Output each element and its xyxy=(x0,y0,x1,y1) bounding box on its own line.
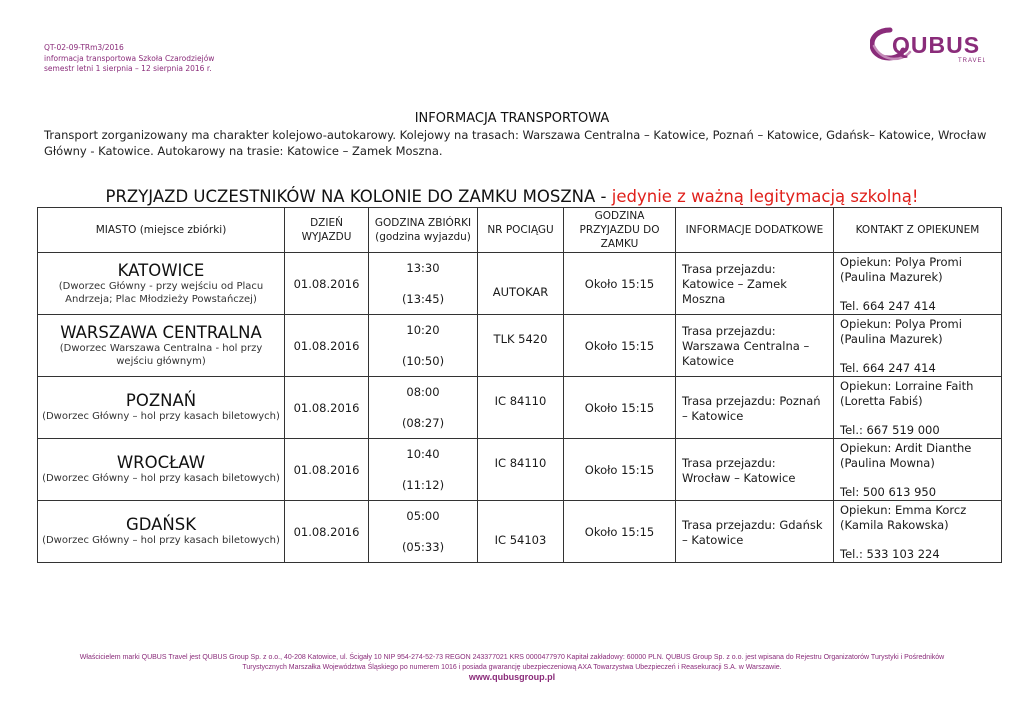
footer-line-2: Turystycznych Marszałka Województwa Śląskiego po numerem 1016 i posiada gwarancję ubezpieczeniową AXA Towarzystwa Ubezpieczeń i Reasekuracji S.A. w Warszawie. xyxy=(242,663,782,671)
cell-train: AUTOKAR xyxy=(478,253,564,315)
depart-time: (13:45) xyxy=(401,292,445,306)
city-name: WROCŁAW xyxy=(116,453,206,472)
qubus-logo xyxy=(870,24,985,64)
cell-train: IC 84110 xyxy=(478,377,564,439)
cell-date: 01.08.2016 xyxy=(285,315,369,377)
header-contact: KONTAKT Z OPIEKUNEM xyxy=(834,208,1002,253)
cell-date: 01.08.2016 xyxy=(285,439,369,501)
table-row xyxy=(38,439,1002,501)
cell-contact xyxy=(834,253,1002,315)
cell-date: 01.08.2016 xyxy=(285,253,369,315)
city-place: (Dworzec Główny – hol przy kasach biletowych) xyxy=(42,411,280,422)
cell-date: 01.08.2016 xyxy=(285,377,369,439)
cell-arrival: Około 15:15 xyxy=(564,501,676,563)
arrival-heading xyxy=(0,187,1024,206)
cell-arrival: Około 15:15 xyxy=(564,253,676,315)
footer-url-link[interactable]: www.qubusgroup.pl xyxy=(468,672,556,682)
cell-arrival: Około 15:15 xyxy=(564,315,676,377)
guardian-name: Opiekun: Ardit Dianthe xyxy=(840,441,972,455)
depart-time: (11:12) xyxy=(401,478,445,492)
guardian-phone: Tel: 500 613 950 xyxy=(840,485,937,499)
city-place: (Dworzec Warszawa Centralna - hol przy wejściu głównym) xyxy=(59,342,263,367)
guardian-alt: (Loretta Fabiś) xyxy=(840,394,923,408)
cell-hours xyxy=(369,377,478,439)
guardian-phone: Tel. 664 247 414 xyxy=(840,361,936,375)
cell-info: Trasa przejazdu: Wrocław – Katowice xyxy=(676,439,834,501)
gather-time: 13:30 xyxy=(406,261,440,275)
header-city: MIASTO (miejsce zbiórki) xyxy=(38,208,285,253)
logo-sub: TRAVEL xyxy=(958,58,985,64)
cell-city xyxy=(38,501,285,563)
cell-city xyxy=(38,253,285,315)
depart-time: (08:27) xyxy=(401,416,445,430)
transport-title: INFORMACJA TRANSPORTOWA xyxy=(414,111,610,126)
cell-contact xyxy=(834,439,1002,501)
arrival-heading-highlight: jedynie z ważną legitymacją szkolną! xyxy=(611,187,919,206)
cell-hours xyxy=(369,439,478,501)
header-hour: GODZINA ZBIÓRKI (godzina wyjazdu) xyxy=(369,208,478,253)
cell-arrival: Około 15:15 xyxy=(564,377,676,439)
footer-legal xyxy=(0,653,1024,672)
gather-time: 05:00 xyxy=(406,509,440,523)
cell-hours xyxy=(369,315,478,377)
header-arrival: GODZINA PRZYJAZDU DO ZAMKU xyxy=(564,208,676,253)
city-name: GDAŃSK xyxy=(125,515,197,534)
doc-subject: informacja transportowa Szkoła Czarodziejów xyxy=(44,53,215,63)
guardian-name: Opiekun: Polya Promi xyxy=(840,255,962,269)
city-place: (Dworzec Główny – hol przy kasach biletowych) xyxy=(42,473,280,484)
depart-time: (05:33) xyxy=(401,540,445,554)
cell-hours xyxy=(369,501,478,563)
guardian-phone: Tel. 664 247 414 xyxy=(840,299,936,313)
table-row xyxy=(38,315,1002,377)
gather-time: 10:40 xyxy=(406,447,440,461)
guardian-alt: (Paulina Mowna) xyxy=(840,456,935,470)
cell-city xyxy=(38,377,285,439)
cell-train: IC 84110 xyxy=(478,439,564,501)
gather-time: 08:00 xyxy=(406,385,440,399)
city-name: POZNAŃ xyxy=(125,391,197,410)
cell-info: Trasa przejazdu: Warszawa Centralna –Katowice xyxy=(676,315,834,377)
depart-time: (10:50) xyxy=(401,354,445,368)
cell-train: TLK 5420 xyxy=(478,315,564,377)
cell-contact xyxy=(834,315,1002,377)
footer-line-1: Właścicielem marki QUBUS Travel jest QUBUS Group Sp. z o.o., 40-208 Katowice, ul. Ścigały 10 NIP 954-274-52-73 REGON 243377021 KRS 0000477970 Kapitał zakładowy: 60000 PLN. QUBUS Group Sp. z o.o. jest wpisana do Rejestru Organizatorów Turystyki i Pośredników xyxy=(79,654,945,661)
doc-period: semestr letni 1 sierpnia – 12 sierpnia 2016 r. xyxy=(44,64,212,73)
header-day: DZIEŃ WYJAZDU xyxy=(285,208,369,253)
guardian-phone: Tel.: 667 519 000 xyxy=(840,423,940,437)
logo-text: QUBUS xyxy=(892,32,981,58)
doc-code: QT-02-09-TRm3/2016 xyxy=(44,43,124,52)
cell-contact xyxy=(834,501,1002,563)
table-row xyxy=(38,501,1002,563)
document-header-meta xyxy=(44,43,214,75)
city-place: (Dworzec Główny - przy wejściu od Placu Andrzeja; Plac Młodzieży Powstańczej) xyxy=(58,280,264,305)
city-name: WARSZAWA CENTRALNA xyxy=(60,322,262,342)
guardian-alt: (Paulina Mazurek) xyxy=(840,270,943,284)
arrival-heading-main: PRZYJAZD UCZESTNIKÓW NA KOLONIE DO ZAMKU MOSZNA - xyxy=(105,187,612,206)
city-name: KATOWICE xyxy=(117,260,205,280)
guardian-phone: Tel.: 533 103 224 xyxy=(840,547,940,561)
cell-city xyxy=(38,439,285,501)
guardian-name: Opiekun: Lorraine Faith xyxy=(840,379,974,393)
table-row xyxy=(38,377,1002,439)
cell-contact xyxy=(834,377,1002,439)
guardian-alt: (Paulina Mazurek) xyxy=(840,332,943,346)
city-place: (Dworzec Główny – hol przy kasach biletowych) xyxy=(42,535,280,546)
guardian-name: Opiekun: Polya Promi xyxy=(840,317,962,331)
header-train: NR POCIĄGU xyxy=(478,208,564,253)
cell-city xyxy=(38,315,285,377)
gather-time: 10:20 xyxy=(406,323,440,337)
guardian-alt: (Kamila Rakowska) xyxy=(840,518,949,532)
guardian-name: Opiekun: Emma Korcz xyxy=(840,503,967,517)
qubus-logo-graphic xyxy=(870,24,985,64)
cell-hours xyxy=(369,253,478,315)
arrival-schedule-table xyxy=(37,207,1002,563)
table-header-row xyxy=(38,208,1002,253)
cell-info: Trasa przejazdu: Katowice – Zamek Moszna xyxy=(676,253,834,315)
header-info: INFORMACJE DODATKOWE xyxy=(676,208,834,253)
cell-info: Trasa przejazdu: Poznań – Katowice xyxy=(676,377,834,439)
transport-description: Transport zorganizowany ma charakter kolejowo-autokarowy. Kolejowy na trasach: Warszawa Centralna – Katowice, Poznań – Katowice, Gdańsk– Katowice, Wrocław Główny - Katowice. Autokarowy na trasie: Katowice – Zamek Moszna. xyxy=(44,128,987,158)
cell-train: IC 54103 xyxy=(478,501,564,563)
table-row xyxy=(38,253,1002,315)
cell-date: 01.08.2016 xyxy=(285,501,369,563)
cell-info: Trasa przejazdu: Gdańsk – Katowice xyxy=(676,501,834,563)
cell-arrival: Około 15:15 xyxy=(564,439,676,501)
